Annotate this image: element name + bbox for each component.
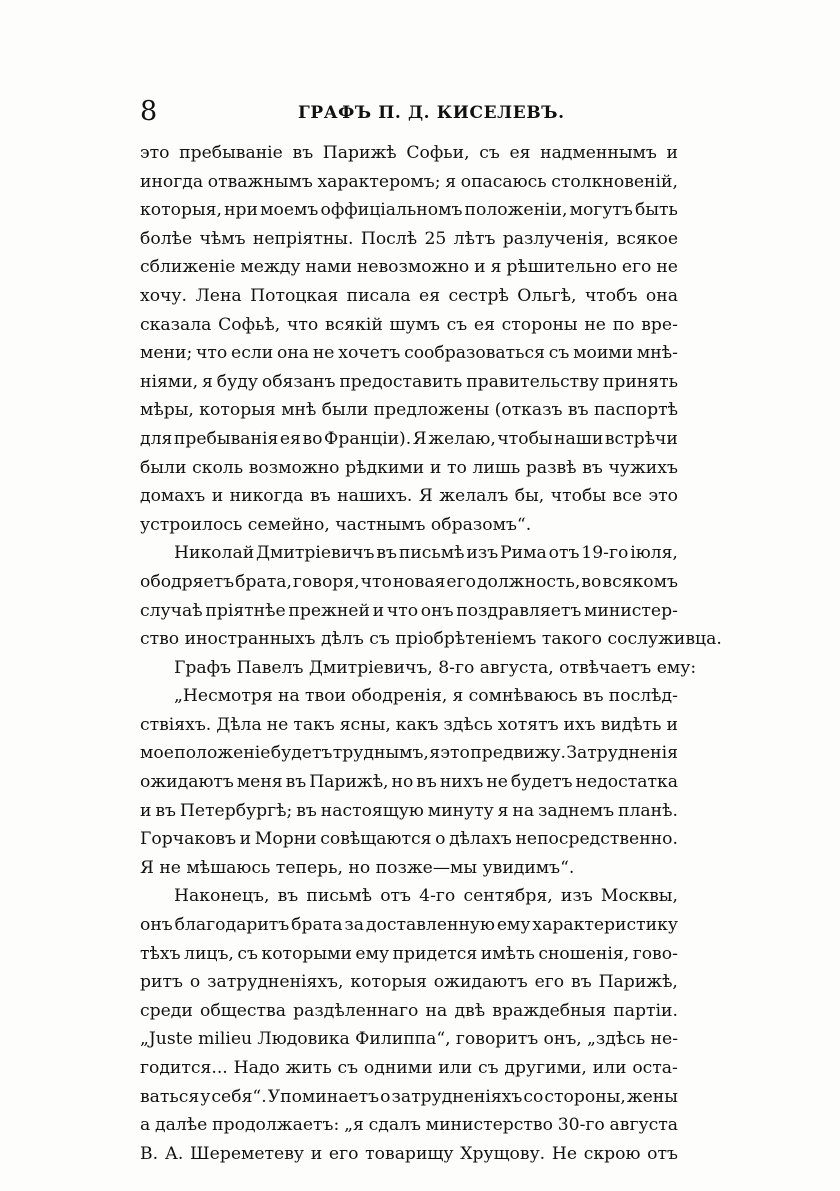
text-line: мѣры, которыя мнѣ были предложены (отказъ въ паспортѣ xyxy=(140,400,678,421)
paragraph xyxy=(140,654,697,683)
text-line: для пребыванія ея во Франціи). Я желаю, чтобы наши встрѣчи xyxy=(140,428,678,449)
text-line: это пребываніе въ Парижѣ Софьи, съ ея надменнымъ и xyxy=(140,143,678,163)
text-line: Я не мѣшаюсь теперь, но позже—мы увидимъ“. xyxy=(140,857,575,878)
text-line: ритъ о затрудненіяхъ, которыя ожидаютъ его въ Парижѣ, xyxy=(140,972,678,993)
text-line: ніями, я буду обязанъ предоставить правительству принять xyxy=(140,371,678,392)
text-line: ствіяхъ. Дѣла не такъ ясны, какъ здѣсь хотятъ ихъ видѣть и xyxy=(140,714,678,735)
text-line: онъ благодаритъ брата за доставленную ему характеристику xyxy=(140,915,678,936)
text-line: сближеніе между нами невозможно и я рѣшительно его не xyxy=(140,257,678,278)
paragraph xyxy=(140,539,722,653)
text-line: Наконецъ, въ письмѣ отъ 4-го сентября, изъ Москвы, xyxy=(174,886,678,907)
text-line: и въ Петербургѣ; въ настоящую минуту я на заднемъ планѣ. xyxy=(140,800,678,821)
text-line: а далѣе продолжаетъ: „я сдалъ министерство 30-го августа xyxy=(140,1115,678,1136)
text-line: „Несмотря на твои ободренія, я сомнѣваюсь въ послѣд- xyxy=(174,686,678,707)
text-line: которыя, нри моемъ оффиціальномъ положеніи, могутъ быть xyxy=(140,200,678,221)
text-line: Графъ Павелъ Дмитріевичъ, 8-го августа, отвѣчаетъ ему: xyxy=(174,657,697,678)
running-title: ГРАФЪ П. Д. КИСЕЛЕВЪ. xyxy=(298,103,565,123)
text-line: случаѣ пріятнѣе прежней и что онъ поздравляетъ министер- xyxy=(140,600,678,621)
text-line: мени; что если она не хочетъ сообразоваться съ моими мнѣ- xyxy=(140,343,678,364)
text-line: сказала Софьѣ, что всякій шумъ съ ея стороны не по вре- xyxy=(140,314,678,335)
text-line: В. А. Шереметеву и его товарищу Хрущову. Не скрою отъ xyxy=(140,1143,678,1164)
page-number: 8 xyxy=(140,96,158,127)
text-line: ожидаютъ меня въ Парижѣ, но въ нихъ не будетъ недостатка xyxy=(140,772,678,793)
text-line: тѣхъ лицъ, съ которыми ему придется имѣть сношенія, гово- xyxy=(140,943,678,964)
body-text xyxy=(140,139,722,1168)
text-line: Горчаковъ и Морни совѣщаются о дѣлахъ непосредственно. xyxy=(140,829,678,850)
text-line: устроилось семейно, частнымъ образомъ“. xyxy=(140,514,532,535)
paragraph xyxy=(140,139,678,539)
text-line: годится... Надо жить съ одними или съ другими, или оста- xyxy=(140,1058,678,1078)
text-line: иногда отважнымъ характеромъ; я опасаюсь столкновеній, xyxy=(140,171,678,192)
page-header xyxy=(140,96,678,132)
text-line: мое положеніе будетъ труднымъ, я это предвижу. Затрудненія xyxy=(140,743,678,764)
text-line: хочу. Лена Потоцкая писала ея сестрѣ Ольгѣ, чтобъ она xyxy=(140,285,678,306)
text-line: ваться у себя“. Упоминаетъ о затрудненіяхъ со стороны, жены xyxy=(140,1086,678,1107)
text-line: болѣе чѣмъ непріятны. Послѣ 25 лѣтъ разлученія, всякое xyxy=(140,228,678,249)
text-line: „Juste milieu Людовика Филиппа“, говоритъ онъ, „здѣсь не- xyxy=(140,1029,678,1050)
text-line: Николай Дмитріевичъ въ письмѣ изъ Рима отъ 19-го іюля, xyxy=(174,543,678,564)
paragraph xyxy=(140,682,678,882)
text-line: среди общества раздѣленнаго на двѣ враждебныя партіи. xyxy=(140,1000,678,1021)
text-line: ство иностранныхъ дѣлъ съ пріобрѣтеніемъ такого сослуживца. xyxy=(140,629,722,650)
text-line: были сколь возможно рѣдкими и то лишь развѣ въ чужихъ xyxy=(140,457,678,478)
text-line: ободряетъ брата, говоря, что новая его должность, во всякомъ xyxy=(140,571,678,592)
paragraph xyxy=(140,882,678,1168)
text-line: домахъ и никогда въ нашихъ. Я желалъ бы, чтобы все это xyxy=(140,486,678,507)
